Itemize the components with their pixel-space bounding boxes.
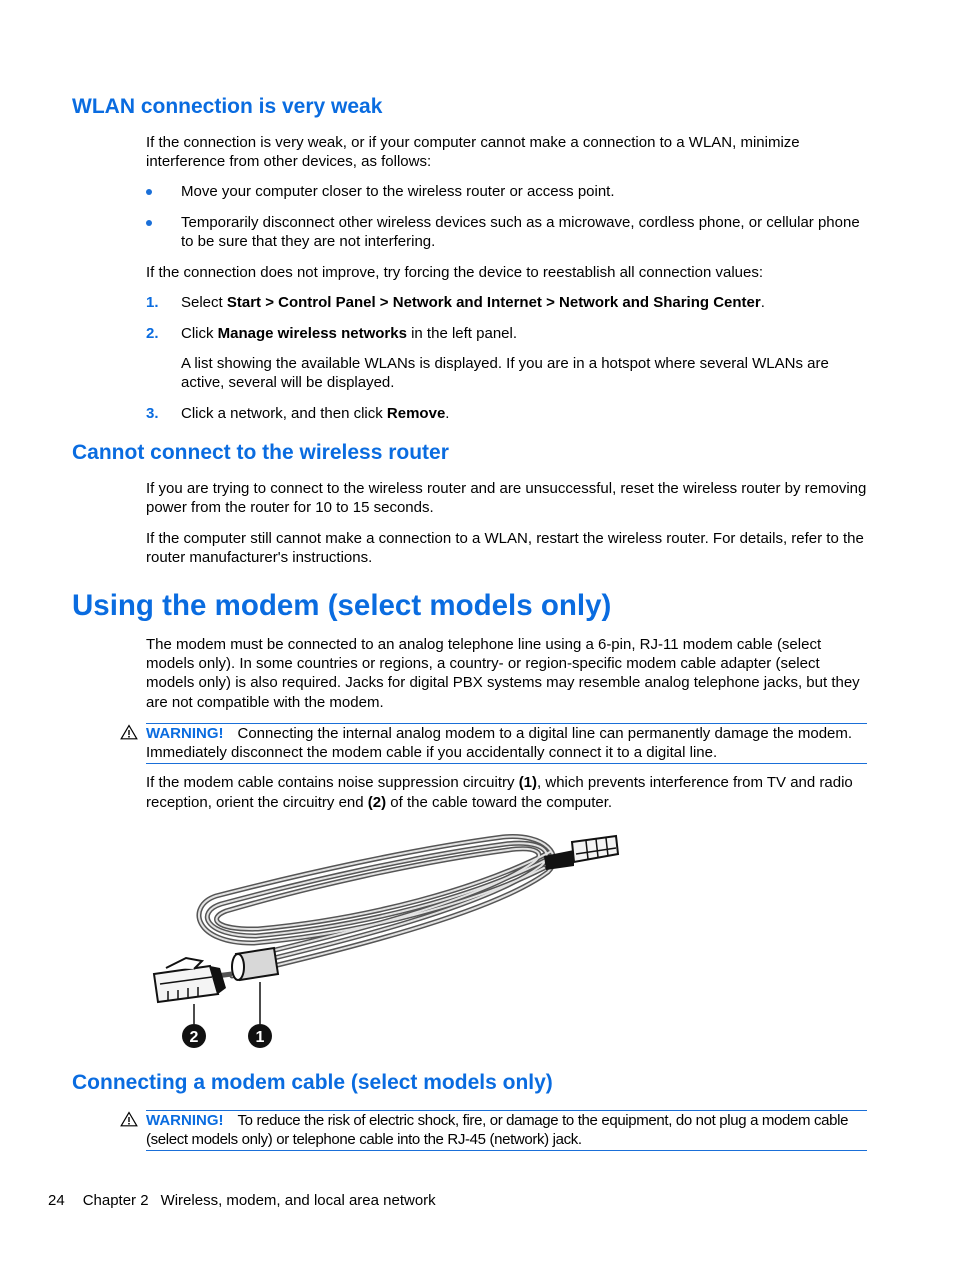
warning-box-modem — [146, 723, 867, 764]
connector-right — [544, 836, 618, 870]
heading-wlan-weak: WLAN connection is very weak — [72, 95, 383, 118]
heading-cannot-connect-router: Cannot connect to the wireless router — [72, 441, 449, 464]
paragraph-wlan-intro: If the connection is very weak, or if your computer cannot make a connection to a WLAN, minimize interference from other devices, as follows: — [146, 134, 800, 171]
step-number: 2. — [146, 325, 159, 342]
callout-1-label: 1 — [255, 1029, 265, 1046]
step-number: 3. — [146, 405, 159, 422]
paragraph-router-reset: If you are trying to connect to the wireless router and are unsuccessful, reset the wireless router by removing power from the router for 10 to 15 seconds. — [146, 480, 867, 517]
modem-cable-illustration — [146, 826, 626, 1052]
step-note: A list showing the available WLANs is displayed. If you are in a hotspot where several WLANs are active, several will be displayed. — [181, 355, 829, 392]
list-item — [146, 404, 868, 423]
warning-triangle-icon — [120, 724, 138, 740]
warning-label: WARNING! — [146, 1112, 224, 1129]
warning-text: To reduce the risk of electric shock, fire, or damage to the equipment, do not plug a modem cable (select models only) or telephone cable into the RJ-45 (network) jack. — [146, 1112, 849, 1149]
warning-box-rj45 — [146, 1110, 867, 1151]
paragraph-noise-suppression: If the modem cable contains noise suppression circuitry (1), which prevents interference from TV and radio reception, orient the circuitry end (2) of the cable toward the computer. — [146, 774, 853, 811]
page-footer — [48, 1192, 454, 1209]
connector-left — [154, 958, 226, 1002]
step-text: Click a network, and then click Remove. — [181, 405, 450, 422]
list-item — [146, 213, 868, 251]
bullet-text: Move your computer closer to the wireless router or access point. — [181, 183, 615, 200]
page-number: 24 — [48, 1192, 65, 1209]
noise-suppression-core — [216, 948, 278, 980]
step-number: 1. — [146, 294, 159, 311]
paragraph-router-restart: If the computer still cannot make a connection to a WLAN, restart the wireless router. For details, refer to the router manufacturer's instructions. — [146, 530, 864, 567]
list-item — [146, 182, 868, 201]
warning-text: Connecting the internal analog modem to a digital line can permanently damage the modem. Immediately disconnect the modem cable if you accidentally connect it to a digital line. — [146, 725, 853, 762]
step-text: Select Start > Control Panel > Network and Internet > Network and Sharing Center. — [181, 294, 765, 311]
heading-using-modem: Using the modem (select models only) — [72, 589, 612, 622]
paragraph-modem-intro: The modem must be connected to an analog telephone line using a 6-pin, RJ-11 modem cable (select models only). In some countries or regions, a country- or region-specific modem cable adapter (select models only) is also required. Jacks for digital PBX systems may resemble analog telephone jacks, but they are not compatible with the modem. — [146, 636, 860, 711]
bullet-icon — [146, 213, 154, 221]
heading-connecting-modem-cable: Connecting a modem cable (select models only) — [72, 1071, 553, 1094]
callout-2-label: 2 — [189, 1029, 199, 1046]
paragraph-wlan-reestablish: If the connection does not improve, try forcing the device to reestablish all connection values: — [146, 264, 764, 281]
list-item — [146, 293, 868, 312]
warning-triangle-icon — [120, 1111, 138, 1127]
chapter-label: Chapter 2 — [82, 1192, 149, 1209]
bullet-text: Temporarily disconnect other wireless devices such as a microwave, cordless phone, or cellular phone to be sure that they are not interfering. — [181, 214, 860, 251]
warning-label: WARNING! — [146, 725, 224, 742]
list-item — [146, 324, 868, 343]
step-text: Click Manage wireless networks in the left panel. — [181, 325, 517, 342]
bullet-icon — [146, 182, 154, 190]
chapter-title: Wireless, modem, and local area network — [160, 1192, 436, 1209]
list-item — [146, 354, 868, 392]
